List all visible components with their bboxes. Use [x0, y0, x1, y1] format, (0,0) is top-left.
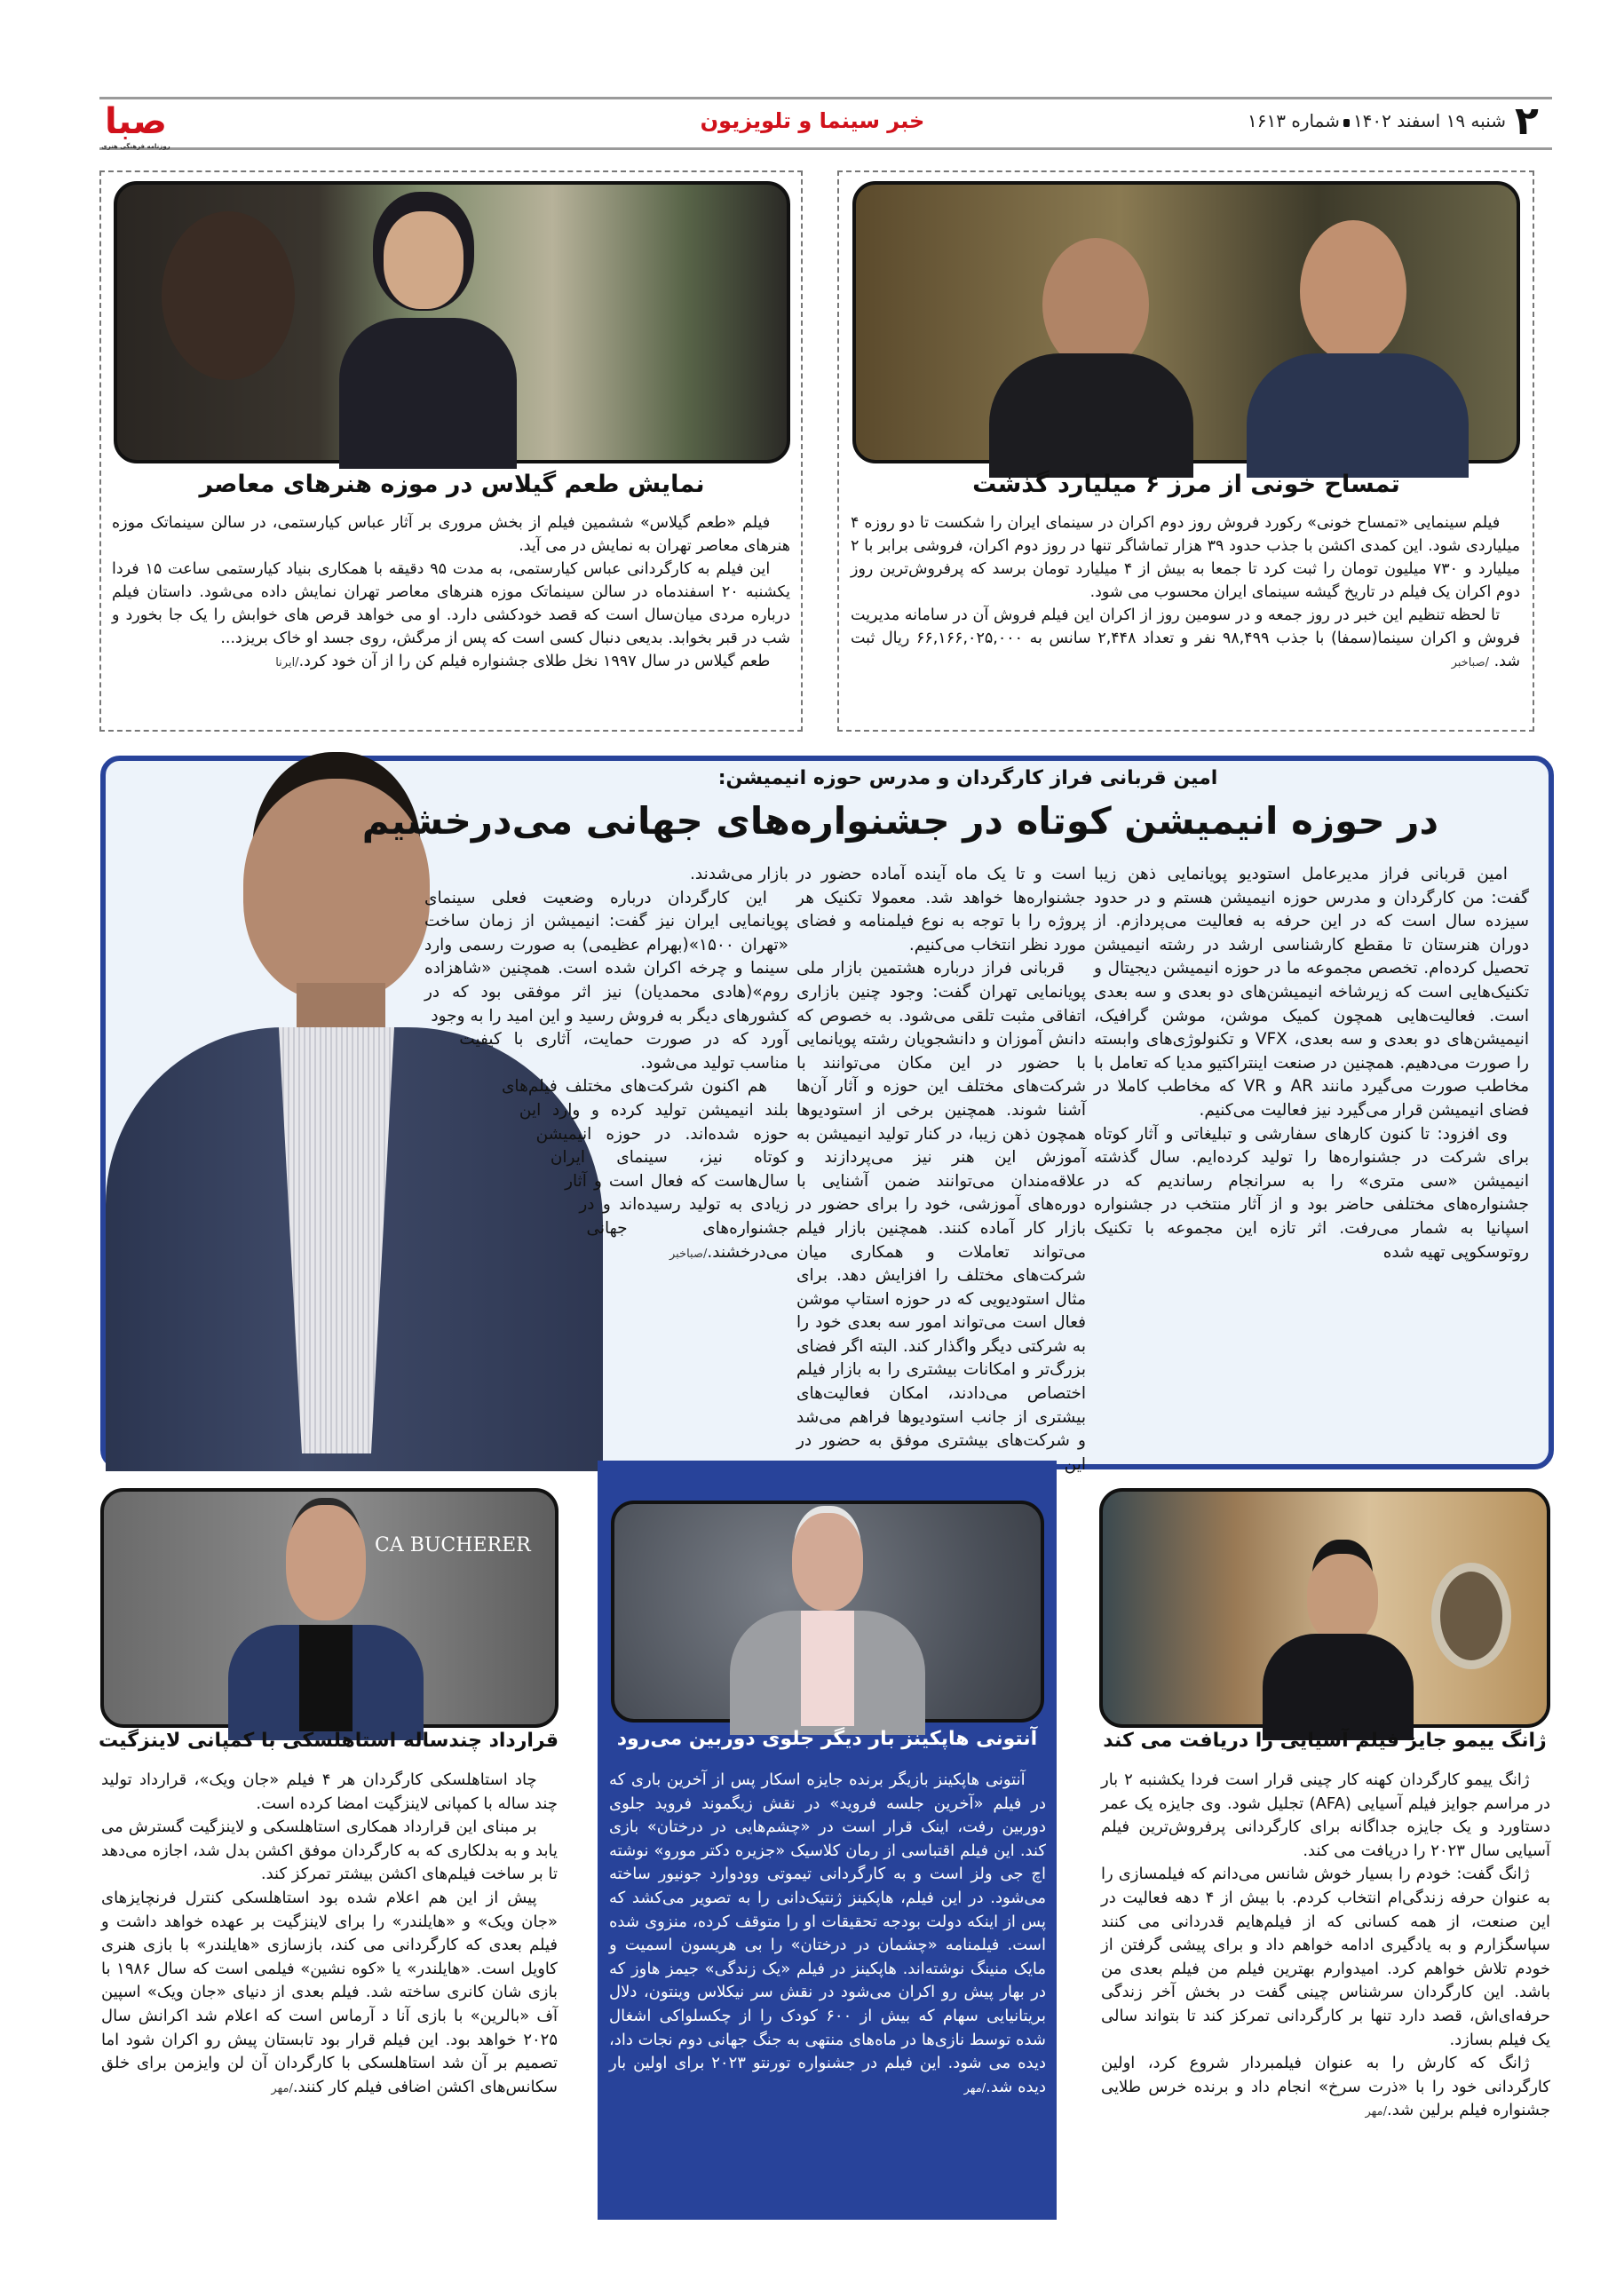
logo-text: صبا [105, 101, 167, 142]
paragraph-text: آنتونی هاپکینز بازیگر برنده جایزه اسکار پس از آخرین باری که در فیلم «آخرین جلسه فروید» در نقش زیگموند فروید جلوی دوربین رفت، اینک قرار است در «چشم‌هایی در درختان» بازی کند. این فیلم اقتباسی از رمان کلاسیک «جزیره دکتر مورو» نوشته اچ جی ولز است و به کارگردانی تیموتی وودوارد جونیور ساخته می‌شود. در این فیلم، هاپکینز ژنتیک‌دانی را به تصویر می‌کشد که پس از اینکه دولت بودجه تحقیقات او را متوقف کرده، منزوی شده است. فیلمنامه «چشمان در درختان» را بی هریسون اسمیت و مایک منینگ نوشته‌اند. هاپکینز در فیلم «یک زندگی» جیمز هاوز که در بهار پیش رو اکران می‌شود در نقش سر نیکلاس وینتون، دلال بریتانیایی سهام که بیش از ۶۰۰ کودک را از چکسلواکی اشغال شده توسط نازی‌ها در ماه‌های منتهی به جنگ جهانی دوم نجات داد، دیده می شود. این فیلم در جشنواره تورنتو ۲۰۲۳ برای اولین بار دیده شد. [609, 1770, 1046, 2096]
paragraph: قربانی فراز درباره هشتمین بازار ملی پویانمایی تهران گفت: وجود چنین بازاری اتفاقی مثبت تلقی می‌شود. به خصوص که دانش آموزان و دانشجویان رشته پویانمایی با حضور در این مکان می‌توانند با شرکت‌های مختلف این حوزه و آثار آن‌ها آشنا شوند. همچنین برخی از استودیوها همچون ذهن زیبا، در کنار تولید انیمیشن به آموزش این هنر نیز می‌پردازند و علاقه‌مندان می‌توانند ضمن آشنایی با دوره‌های آموزشی، خود را برای حضور در بازار کار آماده کنند. همچنین بازار فیلم می‌تواند تعاملات و همکاری میان شرکت‌های مختلف را افزایش دهد. برای مثال استودیویی که در حوزه استاپ موشن فعال است می‌تواند امور سه بعدی خود را به شرکتی دیگر واگذار کند. البته اگر فضای بزرگ‌تر و امکانات بیشتری را به بازار فیلم اختصاص می‌دادند، امکان فعالیت‌های بیشتری از جانب استودیوها فراهم می‌شد و شرکت‌های بیشتری موفق به حضور در این [796, 959, 1086, 1474]
headline-zhang-yimou[interactable]: ژانگ ییمو جایز فیلم آسیایی را دریافت می کند [1103, 1730, 1547, 1752]
news-source: /صباخبر [1451, 656, 1489, 669]
article-photo-zhang-yimou [1099, 1488, 1550, 1728]
issue-number: شماره ۱۶۱۳ [1248, 110, 1340, 131]
header-top-rule [99, 97, 1552, 99]
issue-date: شنبه ۱۹ اسفند ۱۴۰۲ [1352, 110, 1506, 131]
article-body-zhang-yimou [1101, 1769, 1550, 2213]
actor-face [792, 1513, 863, 1611]
paragraph: این فیلم به کارگردانی عباس کیارستمی، به مدت ۹۵ دقیقه با همکاری بنیاد کیارستمی ساعت ۱۵ فردا یکشنبه ۲۰ اسفندماه در سالن سینماتک موزه هنرهای معاصر تهران نمایش داده می‌شود. داستان فیلم درباره مردی میان‌سال است که قصد خودکشی دارد. او می خواهد قرص های خوابش را یک جا بخورد و شب در قبر بخوابد. بدیعی دنبال کسی است که پس از مرگش، روی جسد او خاک بریزد... [112, 560, 790, 647]
article-photo-hopkins [611, 1501, 1044, 1723]
logo-tagline: روزنامه فرهنگی هنری [101, 143, 170, 150]
headline-taste-of-cherry[interactable]: نمایش طعم گیلاس در موزه هنرهای معاصر [199, 471, 705, 498]
paragraph: ژانگ ییمو کارگردان کهنه کار چینی قرار است فردا یکشنبه ۲ بار در مراسم جوایز فیلم آسیایی (AFA) تجلیل شود. وی جایزه یک عمر دستاورد و یک جایزه جداگانه برای کارگردانی پرفروش‌ترین فیلم آسیایی سال ۲۰۲۳ را دریافت می کند. [1101, 1770, 1550, 1860]
dateline [1154, 110, 1506, 131]
actor-suit [1247, 353, 1469, 478]
news-source: /مهر [1365, 2105, 1387, 2119]
paragraph: بر مبنای این قرارداد همکاری استاهلسکی و لاینزگیت گسترش می یابد و به بدلکاری که به کارگردان موفق اکشن بدل شد، اجازه می‌دهد تا بر ساخت فیلم‌های اکشن بیشتر تمرکز کند. [101, 1818, 558, 1884]
interview-column-1 [1094, 863, 1529, 1460]
paragraph [851, 604, 1520, 675]
article-photo-crocodile [852, 181, 1520, 463]
director-face [286, 1505, 366, 1620]
actor-face [1042, 238, 1149, 371]
paragraph [101, 1887, 558, 2101]
paragraph [609, 1769, 1046, 2101]
actor-suit [989, 353, 1193, 478]
paragraph: فیلم سینمایی «تمساح خونی» رکورد فروش روز دوم اکران در سینمای ایران را شکست تا دو روزه ۴ میلیاردی شود. این کمدی اکشن با جذب حدود ۳۹ هزار تماشاگر تنها در روز دوم اکران، فروشی برابر با ۲ میلیارد و ۷۳۰ میلیون تومان را ثبت کرد تا جمعا به بیش از ۴ میلیارد تومان برسد که پرفروش‌ترین روز دوم اکران یک فیلم در تاریخ گیشه سینمای ایران محسوب می شود. [851, 514, 1520, 601]
interview-title[interactable]: در حوزه انیمیشن کوتاه در جشنواره‌های جهانی می‌درخشیم [361, 799, 1438, 843]
paragraph: وی افزود: تا کنون کارهای سفارشی و تبلیغاتی و آثار کوتاه برای شرکت در جشنواره‌ها را تولید کرده‌ایم. سال گذشته انیمیشن «سی متری» را به سرانجام رساندیم که در جشنواره‌های مختلفی حاضر بود و از آثار منتخب در جشنواره اسپانیا به شمار می‌رفت. اثر تازه این مجموعه با تکنیک روتوسکوپی تهیه شده [1094, 1124, 1529, 1262]
paragraph: ژانگ گفت: خودم را بسیار خوش شانس می‌دانم که فیلمسازی را به عنوان حرفه زندگی‌ام انتخاب کردم. با بیش از ۴ دهه فعالیت در این صنعت، از همه کسانی که از فیلم‌هایم قدردانی می کنند سپاسگزارم و به یادگیری ادامه خواهم داد و برای پیشی گرفتن از خودم تلاش خواهم کرد. امیدوارم بهترین فیلم من فیلم بعدی من باشد. این کارگردان سرشناس چینی گفت در بخش آخر زندگی حرفه‌ای‌اش، قصد دارد تنها بر کارگردانی تمرکز کند تا بتواند سالی یک فیلم بسازد. [1101, 1865, 1550, 2049]
article-body-crocodile [851, 511, 1520, 725]
director-jacket [1263, 1634, 1414, 1740]
article-photo-taste-of-cherry [114, 181, 790, 463]
article-body-taste-of-cherry [112, 511, 790, 725]
paragraph [1101, 2052, 1550, 2125]
news-source: /ایرنا [275, 656, 299, 669]
headline-stahelski[interactable]: قرارداد چندساله استاهلسکی با کمپانی لاینزگیت [98, 1730, 558, 1752]
news-source: /مهر [963, 2081, 986, 2095]
separator-dot [1343, 119, 1350, 127]
actor-face [1300, 220, 1406, 362]
paragraph: چاد استاهلسکی کارگردان هر ۴ فیلم «جان ویک»، قرارداد تولید چند ساله با کمپانی لاینزگیت امضا کرده است. [101, 1770, 558, 1813]
interview-column-3 [424, 863, 788, 1460]
paragraph: است و تا یک ماه آینده آماده حضور در جشنواره‌ها خواهد شد. معمولا تکنیک هر پروژه را با توجه به نوع فیلمنامه و فضای مورد نظر انتخاب می‌کنیم. [796, 865, 1086, 954]
article-body-hopkins [609, 1769, 1046, 2204]
actor-shirt [801, 1611, 854, 1726]
driver-head [162, 211, 295, 380]
newspaper-logo[interactable] [96, 99, 176, 151]
news-source: /صباخبر [669, 1247, 708, 1261]
director-face [1307, 1554, 1378, 1643]
backdrop-sponsor-text: CA BUCHERER [375, 1534, 531, 1556]
paragraph: فیلم «طعم گیلاس» ششمین فیلم از بخش مروری بر آثار عباس کیارستمی، در سالن سینماتک موزه هنرهای معاصر تهران به نمایش در می آید. [112, 514, 790, 555]
woman-coat [339, 318, 517, 469]
article-body-stahelski [101, 1769, 558, 2213]
paragraph-text: تا لحظه تنظیم این خبر در روز جمعه و در سومین روز از اکران این فیلم فروش آن در سامانه مدیریت فروش و اکران سینما(سمفا) با جذب ۹۸,۴۹۹ نفر و تعداد ۲,۴۴۸ سانس به ۶۶,۱۶۶,۰۲۵,۰۰۰ ریال ثبت شد. [851, 606, 1520, 670]
page-number: ۲ [1515, 99, 1539, 144]
paragraph-text: هم اکنون شرکت‌های مختلف فیلم‌های بلند انیمیشن تولید کرده و وارد این حوزه شده‌اند. در حوزه انیمیشن کوتاه نیز، سینمای ایران سال‌هاست که فعال است و آثار زیادی به تولید رسیده‌اند و در جشنواره‌های جهانی می‌درخشند. [501, 1077, 788, 1262]
paragraph: امین قربانی فراز مدیرعامل استودیو پویانمایی ذهن زیبا گفت: من کارگردان و مدرس حوزه انیمیشن هستم و در حدود سیزده سال است که در این حرفه به فعالیت می‌پردازم. از دوران هنرستان تا مقطع کارشناسی ارشد در رشته انیمیشن تحصیل کرده‌ام. تخصص مجموعه ما در حوزه انیمیشن دیجیتال و تکنیک‌هایی است که زیرشاخه انیمیشن‌های دو بعدی و سه بعدی است. فعالیت‌هایی همچون کمیک موشن، موشن گرافیک، انیمیشن‌های دو بعدی و سه بعدی، VFX و تکنولوژی‌های وابسته را صورت می‌دهیم. همچنین در صنعت اینتراکتیو مدیا که تعامل با مخاطب صورت می‌گیرد مانند AR و VR که مخاطب کاملا در فضای انیمیشن قرار می‌گیرد نیز فعالیت می‌کنیم. [1094, 865, 1529, 1120]
woman-face [384, 211, 463, 309]
interview-kicker: امین قربانی فراز کارگردان و مدرس حوزه انیمیشن: [717, 767, 1218, 789]
news-source: /مهر [271, 2081, 293, 2095]
article-photo-stahelski [100, 1488, 558, 1728]
section-title: خبر سینما و تلویزیون [700, 108, 925, 133]
paragraph [112, 650, 790, 675]
paragraph-text: ژانگ که کارش را به عنوان فیلمبردار شروع کرد، اولین کارگردانی خود را با «ذرت سرخ» انجام داد و برنده خرس طلایی جشنواره فیلم برلین شد. [1101, 2054, 1550, 2120]
headline-hopkins[interactable]: آنتونی هاپکینز بار دیگر جلوی دوربین می‌رود [616, 1728, 1038, 1750]
headline-crocodile[interactable]: تمساح خونی از مرز ۶ میلیارد گذشت [972, 471, 1400, 498]
paragraph: این کارگردان درباره وضعیت فعلی سینمای پویانمایی ایران نیز گفت: انیمیشن از زمان ساخت «تهران ۱۵۰۰»(بهرام عظیمی) به صورت رسمی وارد سینما و چرخه اکران شده است. همچنین «شاهزاده روم»(هادی محمدیان) نیز اثر موفقی بود که در کشورهای دیگر به فروش رسید و این امید را به وجود آورد که در صورت حمایت، آثاری با کیفیت مناسب تولید می‌شود. [424, 888, 788, 1073]
paragraph-text: طعم گیلاس در سال ۱۹۹۷ نخل طلای جشنواره فیلم کن را از آن خود کرد. [298, 653, 771, 670]
paragraph: بازار می‌شدند. [690, 865, 788, 883]
film-reel-icon [1431, 1563, 1511, 1669]
director-shirt [299, 1625, 353, 1731]
paragraph-text: پیش از این هم اعلام شده بود استاهلسکی کنترل فرنچایزهای «جان ویک» و «هایلندر» را برای لاینزگیت بر عهده خواهد داشت و فیلم بعدی که کارگردانی می کند، بازسازی «هایلندر» با بازی هنری کاویل است. «هایلندر» یا «کوه نشین» فیلمی است که سال ۱۹۸۶ با بازی شان کانری ساخته شد. فیلم بعدی از دنیای «جان ویک» اسپین آف «بالرین» با بازی آنا د آرماس است که اعلام شد اکرانش سال ۲۰۲۵ خواهد بود. این فیلم قرار بود تابستان پیش رو اکران شود اما تصمیم بر آن شد استاهلسکی با کارگردان آن لن وایزمن برای خلق سکانس‌های اکشن اضافی فیلم کار کنند. [101, 1888, 558, 2096]
interview-column-2 [796, 863, 1086, 1474]
header-bottom-rule [99, 147, 1552, 150]
